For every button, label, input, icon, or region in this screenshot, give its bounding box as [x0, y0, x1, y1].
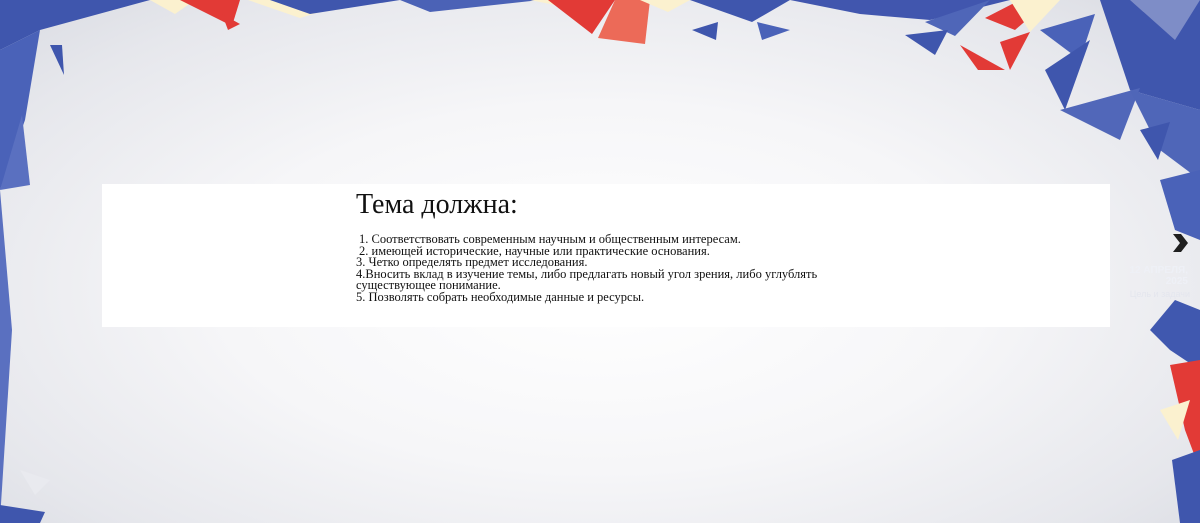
- next-slide-date-line2: 2025: [1165, 276, 1188, 287]
- next-slide-caption[interactable]: Цель и задачи: [1129, 289, 1190, 299]
- list-item: 2. имеющей исторические, научные или практические основания.: [359, 243, 710, 258]
- list-item: 3. Четко определять предмет исследования.: [356, 255, 588, 270]
- list-item: 5. Позволять собрать необходимые данные и ресурсы.: [356, 289, 645, 304]
- list-item: 1. Соответствовать современным научным и общественным интересам.: [359, 232, 741, 246]
- chevron-right-icon[interactable]: [1170, 233, 1190, 253]
- slide-title: Тема должна:: [356, 189, 518, 220]
- requirements-list: [356, 234, 856, 304]
- next-slide-date-line1: 12 АПРЕЛЯ,: [1129, 265, 1188, 276]
- slide-content-panel: [102, 184, 1110, 327]
- next-slide-date[interactable]: [1129, 265, 1188, 287]
- list-item: 4.Вносить вклад в изучение темы, либо предлагать новый угол зрения, либо углублять существующее понимание.: [356, 266, 818, 293]
